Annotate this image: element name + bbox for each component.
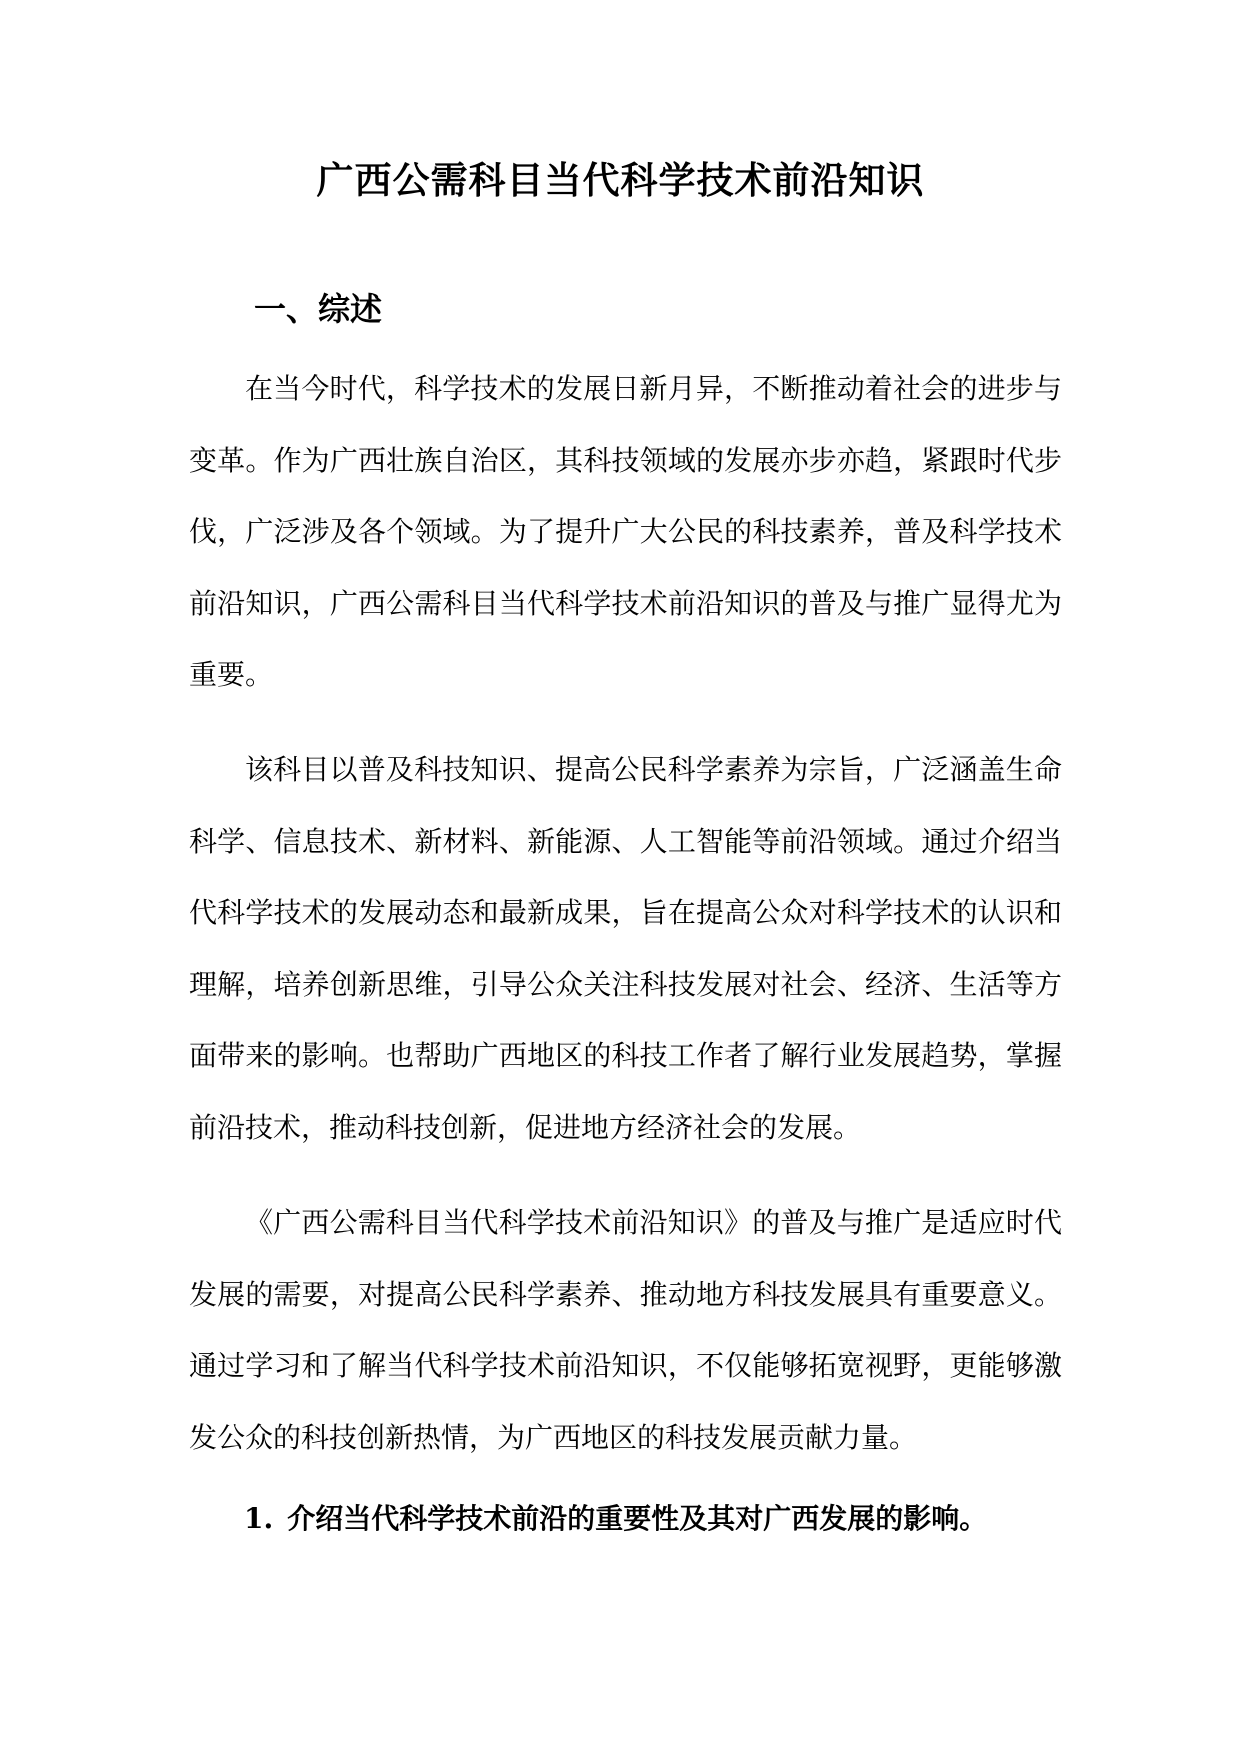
paragraph: 《广西公需科目当代科学技术前沿知识》的普及与推广是适应时代发展的需要，对提高公民科学素养、推动地方科技发展具有重要意义。通过学习和了解当代科学技术前沿知识，不仅能够拓宽视野，更能够激发公众的科技创新热情，为广西地区的科技发展贡献力量。 — [189, 1206, 1062, 1454]
document-title: 广西公需科目当代科学技术前沿知识 — [316, 158, 925, 202]
paragraph: 该科目以普及科技知识、提高公民科学素养为宗旨，广泛涵盖生命科学、信息技术、新材料、新能源、人工智能等前沿领域。通过介绍当代科学技术的发展动态和最新成果，旨在提高公众对科学技术的认识和理解，培养创新思维，引导公众关注科技发展对社会、经济、生活等方面带来的影响。也帮助广西地区的科技工作者了解行业发展趋势，掌握前沿技术，推动科技创新，促进地方经济社会的发展。 — [189, 753, 1062, 1144]
numbered-subheading — [244, 1497, 987, 1537]
subheading-text: 介绍当代科学技术前沿的重要性及其对广西发展的影响。 — [287, 1502, 988, 1535]
paragraph: 在当今时代，科学技术的发展日新月异，不断推动着社会的进步与变革。作为广西壮族自治区，其科技领域的发展亦步亦趋，紧跟时代步伐，广泛涉及各个领域。为了提升广大公民的科技素养，普及科学技术前沿知识，广西公需科目当代科学技术前沿知识的普及与推广显得尤为重要。 — [189, 372, 1062, 691]
subheading-number: 1. — [244, 1502, 274, 1535]
section-heading: 一、综述 — [254, 290, 383, 328]
